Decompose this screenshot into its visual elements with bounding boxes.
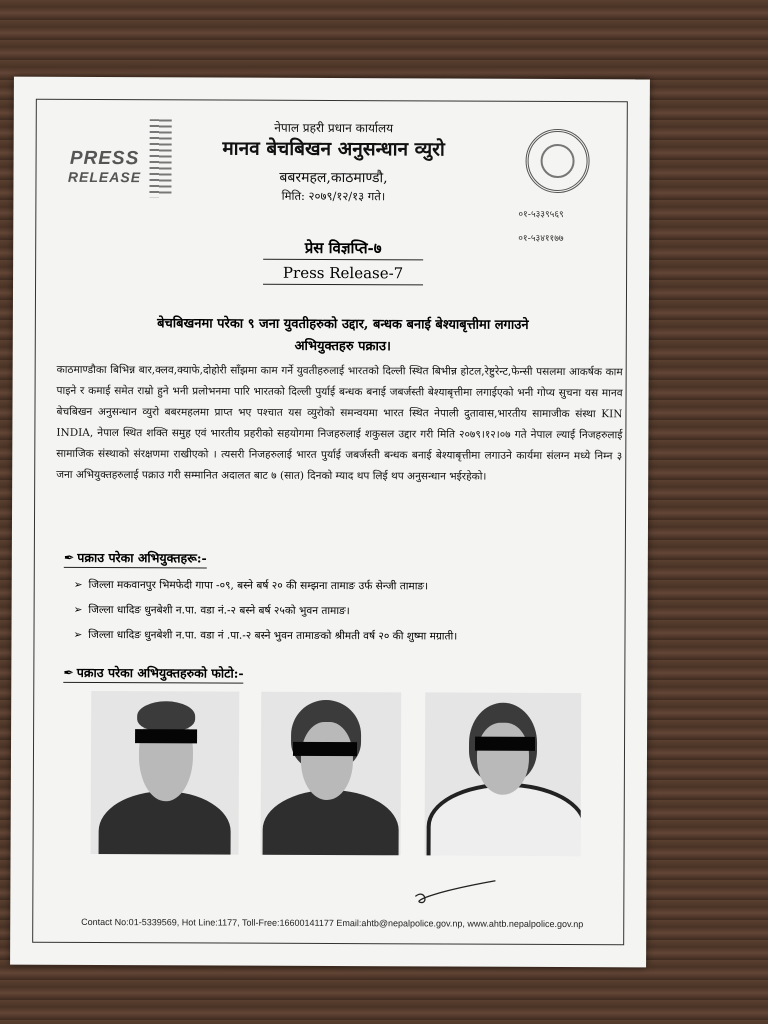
org-name: मानव बेचबिखन अनुसन्धान व्युरो bbox=[222, 137, 445, 161]
accused-photo-3 bbox=[425, 692, 582, 856]
footer-contact: Contact No:01-5339569, Hot Line:1177, Toll-Free:16600141177 Email:ahtb@nepalpolice.gov.np, www.ahtb.nepalpolice.gov.np bbox=[81, 916, 584, 930]
logo-line-2: RELEASE bbox=[67, 168, 142, 186]
title-english: Press Release-7 bbox=[263, 264, 423, 286]
headline-line-1: बेचबिखनमा परेका ९ जना युवतीहरुको उद्दार, बन्धक बनाई बेश्याबृत्तीमा लगाउने bbox=[157, 316, 529, 333]
signature bbox=[410, 878, 500, 908]
list-item bbox=[74, 598, 614, 625]
phone-2: ०१-५३४११७७ bbox=[518, 233, 564, 245]
pen-icon: ✒ bbox=[63, 664, 74, 680]
arrow-bullet-icon: ➢ bbox=[73, 603, 83, 616]
accused-heading bbox=[64, 549, 207, 569]
title-nepali: प्रेस विज्ञप्ति-७ bbox=[263, 238, 423, 261]
address: बबरमहल,काठमाण्डौ, bbox=[279, 169, 388, 187]
accused-photo-2 bbox=[261, 692, 402, 856]
censor-bar bbox=[475, 737, 535, 751]
list-item-text: जिल्ला मकवानपुर भिमफेदी गापा -०९, बस्ने बर्ष २० की सम्झना तामाङ उर्फ सेन्जी तामाङ। bbox=[88, 578, 429, 593]
phone-1: ०१-५३३९५६९ bbox=[518, 209, 564, 221]
arrow-bullet-icon: ➢ bbox=[73, 578, 83, 591]
photos-heading-text: पक्राउ परेका अभियुक्तहरुको फोटो:- bbox=[76, 664, 244, 681]
list-item bbox=[74, 573, 614, 600]
list-item-text: जिल्ला धादिङ धुनबेशी न.पा. वडा नं.-२ बस्ने बर्ष २५को भुवन तामाङ। bbox=[88, 603, 350, 618]
arrow-bullet-icon: ➢ bbox=[73, 628, 83, 641]
censor-bar bbox=[135, 729, 197, 743]
org-parent: नेपाल प्रहरी प्रधान कार्यालय bbox=[274, 120, 394, 136]
accused-heading-text: पक्राउ परेका अभियुक्तहरू:- bbox=[77, 549, 207, 566]
letterhead bbox=[163, 119, 503, 204]
list-item bbox=[73, 623, 613, 650]
police-seal-icon bbox=[525, 129, 589, 193]
logo-line-1: PRESS bbox=[69, 147, 140, 170]
press-release-page bbox=[10, 77, 650, 968]
body-paragraph: काठमाण्डौका बिभिन्न बार,क्लव,क्याफे,दोहोरी साँझमा काम गर्ने युवतीहरुलाई भारतको दिल्ली स्थित बिभीन्न होटल,रेष्टुरेन्ट,फेन्सी पसलमा आकर्षक काम पाइने र कमाई समेत राम्रो हुने भनी प्रलोभनमा पारि भारतको दिल्ली पुर्याई बन्धक बनाई जबर्जस्ती बेश्याबृत्तीमा लगाईएको भनी गोप्य सुचना यस मानव बेचबिखन अनुसन्धान व्युरो बबरमहलमा प्राप्त भए पश्चात यस व्युरोको समन्वयमा भारत स्थित नेपाली दुतावास,भारतीय सामाजीक संस्था KIN INDIA, नेपाल स्थित शक्ति समुह एवं भारतीय प्रहरीको सहयोगमा निजहरुलाई शकुसल उद्दार गरी मिति २०७९।१२।०७ गते नेपाल ल्याई निजहरुलाई सामाजिक संस्थाको संरक्षणमा राखीएको । त्यसरी निजहरुलाई भारत पुर्याई जबर्जस्ती बन्धक बनाई बेश्याबृत्तीमा लगाउने कार्यमा संलग्न मध्ये निम्न ३ जना अभियुक्तहरुलाई पक्राउ गरी सम्मानित अदालत बाट ७ (सात) दिनको म्याद थप लिई थप अनुसन्धान भईरहेको। bbox=[56, 363, 623, 483]
accused-list bbox=[73, 573, 613, 650]
phone-numbers bbox=[518, 203, 564, 251]
accused-photo-1 bbox=[91, 691, 240, 855]
date: मिति: २०७९/१२/१३ गते। bbox=[281, 188, 386, 204]
censor-bar bbox=[293, 742, 357, 756]
photos-heading bbox=[63, 664, 243, 684]
list-item-text: जिल्ला धादिङ धुनबेशी न.पा. वडा नं .पा.-२ बस्ने भुवन तामाङको श्रीमती वर्ष २० की शुष्मा मग्राती। bbox=[88, 628, 458, 643]
headline-line-2: अभियुक्तहरु पक्राउ। bbox=[294, 338, 391, 355]
press-release-logo bbox=[49, 149, 159, 185]
pen-icon: ✒ bbox=[63, 549, 75, 565]
headline bbox=[73, 313, 613, 359]
